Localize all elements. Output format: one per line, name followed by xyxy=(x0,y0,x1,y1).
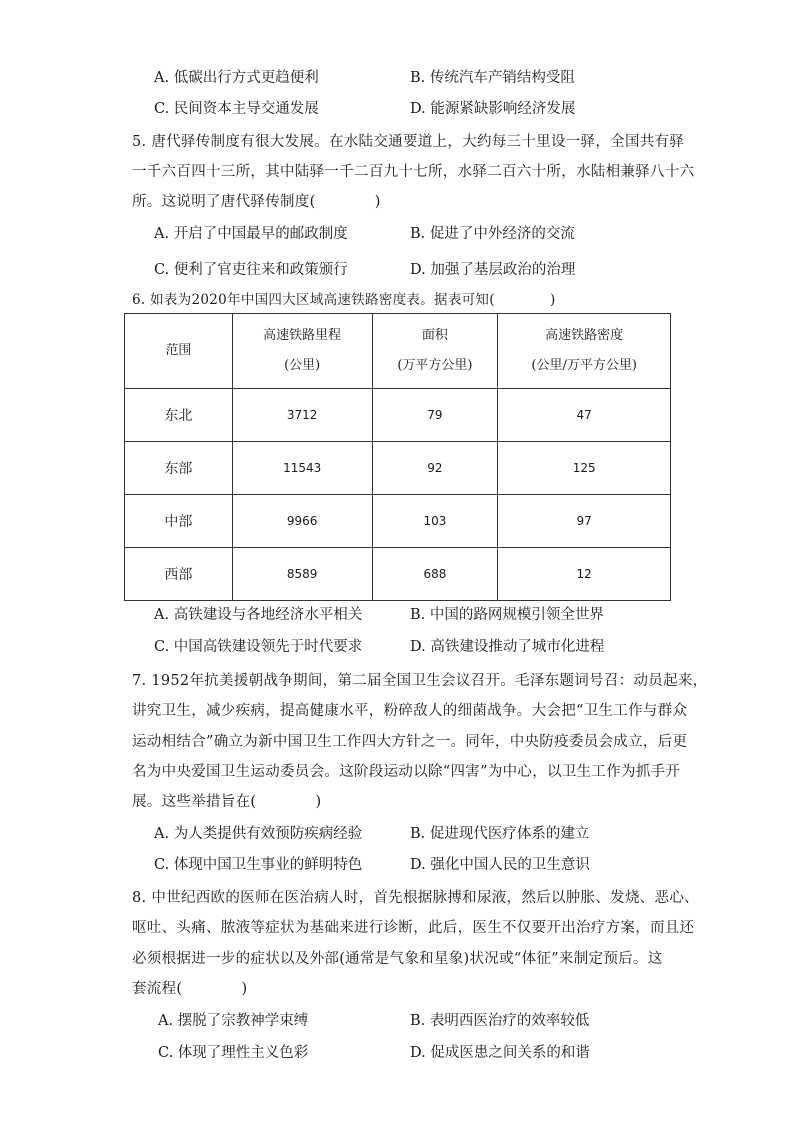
rail-density-table xyxy=(124,313,671,601)
q7-option-c: C. 体现中国卫生事业的鲜明特色 xyxy=(154,857,363,873)
density-cell: 97 xyxy=(498,495,671,548)
q5-option-a: A. 开启了中国最早的邮政制度 xyxy=(154,226,348,242)
q8-option-d: D. 促成医患之间关系的和谐 xyxy=(410,1045,590,1061)
area-cell: 688 xyxy=(372,548,498,601)
q5-stem-line-2: 一千六百四十三所，其中陆驿一千二百九十七所，水驿二百六十所，水陆相兼驿八十六 xyxy=(132,164,695,180)
q6-option-c: C. 中国高铁建设领先于时代要求 xyxy=(154,639,363,655)
table-row xyxy=(125,389,671,442)
header-rail-density: 高速铁路密度 (公里/万平方公里) xyxy=(498,314,671,389)
area-cell: 79 xyxy=(372,389,498,442)
region-cell: 东部 xyxy=(125,442,233,495)
region-cell: 东北 xyxy=(125,389,233,442)
q7-option-d: D. 强化中国人民的卫生意识 xyxy=(410,857,590,873)
q8-option-c: C. 体现了理性主义色彩 xyxy=(158,1045,309,1061)
q7-option-b: B. 促进现代医疗体系的建立 xyxy=(410,826,590,842)
q4-option-d: D. 能源紧缺影响经济发展 xyxy=(410,101,576,117)
q5-option-b: B. 促进了中外经济的交流 xyxy=(410,226,575,242)
density-cell: 47 xyxy=(498,389,671,442)
region-cell: 中部 xyxy=(125,495,233,548)
rail-length-cell: 11543 xyxy=(232,442,372,495)
header-region: 范围 xyxy=(125,314,233,389)
density-cell: 125 xyxy=(498,442,671,495)
header-rail-length: 高速铁路里程 (公里) xyxy=(232,314,372,389)
q8-option-a: A. 摆脱了宗教神学束缚 xyxy=(158,1013,309,1029)
q6-option-d: D. 高铁建设推动了城市化进程 xyxy=(410,639,605,655)
q6-option-a: A. 高铁建设与各地经济水平相关 xyxy=(154,607,363,623)
q7-stem-line-2: 讲究卫生，减少疾病，提高健康水平，粉碎敌人的细菌战争。大会把“卫生工作与群众 xyxy=(132,703,688,719)
q4-option-c: C. 民间资本主导交通发展 xyxy=(154,101,319,117)
q5-stem-line-1: 5. 唐代驿传制度有很大发展。在水陆交通要道上，大约每三十里设一驿，全国共有驿 xyxy=(132,134,685,150)
table-row xyxy=(125,495,671,548)
q5-option-d: D. 加强了基层政治的治理 xyxy=(410,262,576,278)
q8-stem-line-1: 8. 中世纪西欧的医师在医治病人时，首先根据脉搏和尿液，然后以肿胀、发烧、恶心、 xyxy=(132,890,699,906)
q8-stem-line-2: 呕吐、头痛、脓液等症状为基础来进行诊断，此后，医生不仅要开出治疗方案，而且还 xyxy=(132,920,695,936)
rail-length-cell: 9966 xyxy=(232,495,372,548)
table-row xyxy=(125,442,671,495)
q7-stem-line-4: 名为中央爱国卫生运动委员会。这阶段运动以除“四害”为中心，以卫生工作为抓手开 xyxy=(132,764,681,780)
header-area: 面积 (万平方公里) xyxy=(372,314,498,389)
area-cell: 92 xyxy=(372,442,498,495)
q7-stem-line-3: 运动相结合”确立为新中国卫生工作四大方针之一。同年，中央防疫委员会成立，后更 xyxy=(132,734,688,750)
q5-option-c: C. 便利了官吏往来和政策颁行 xyxy=(154,262,348,278)
q7-stem-line-5: 展。这些举措旨在( ) xyxy=(132,794,322,810)
rail-length-cell: 3712 xyxy=(232,389,372,442)
q8-option-b: B. 表明西医治疗的效率较低 xyxy=(410,1013,590,1029)
table-row xyxy=(125,548,671,601)
q7-option-a: A. 为人类提供有效预防疾病经验 xyxy=(154,826,363,842)
q6-stem: 6. 如表为2020年中国四大区域高速铁路密度表。据表可知( ) xyxy=(132,292,556,308)
q5-stem-line-3: 所。这说明了唐代驿传制度( ) xyxy=(132,194,381,210)
q6-option-b: B. 中国的路网规模引领全世界 xyxy=(410,607,604,623)
area-cell: 103 xyxy=(372,495,498,548)
q7-stem-line-1: 7. 1952年抗美援朝战争期间，第二届全国卫生会议召开。毛泽东题词号召：动员起来， xyxy=(132,673,708,689)
q8-stem-line-3: 必须根据进一步的症状以及外部(通常是气象和星象)状况或“体征”来制定预后。这 xyxy=(132,951,663,967)
q4-option-b: B. 传统汽车产销结构受阻 xyxy=(410,70,575,86)
table-header-row xyxy=(125,314,671,389)
q4-option-a: A. 低碳出行方式更趋便利 xyxy=(154,70,319,86)
q8-stem-line-4: 套流程( ) xyxy=(132,981,248,997)
density-cell: 12 xyxy=(498,548,671,601)
region-cell: 西部 xyxy=(125,548,233,601)
rail-length-cell: 8589 xyxy=(232,548,372,601)
